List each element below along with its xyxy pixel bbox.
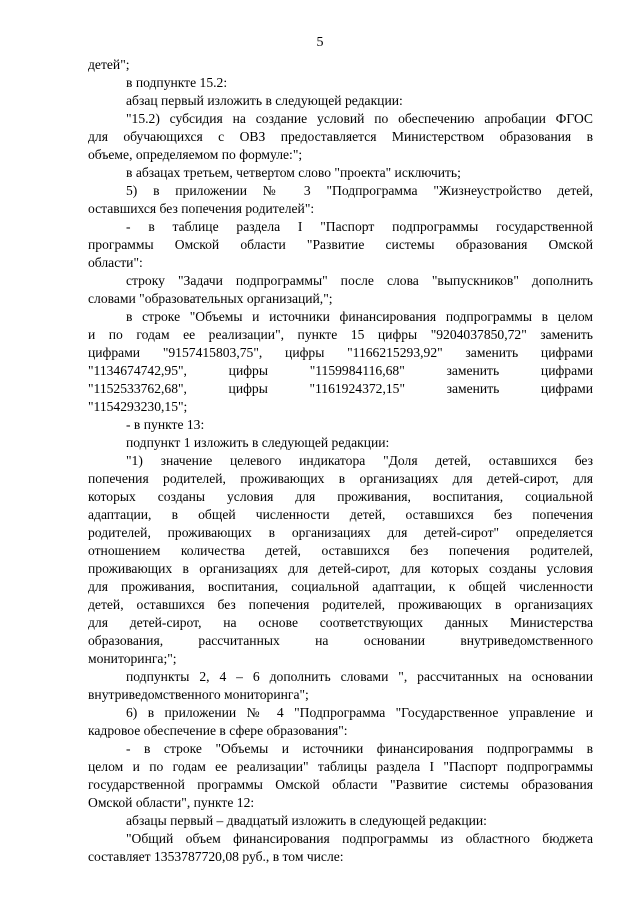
text-line: "1134674742,95", цифры "1159984116,68" заменить цифрами <box>88 363 593 378</box>
text-line: для проживания, воспитания, социальной адаптации, к общей численности <box>88 579 593 594</box>
text-line: "Общий объем финансирования подпрограммы из областного бюджета <box>126 831 593 846</box>
text-line: попечения родителей, проживающих в организациях для детей-сирот, для <box>88 471 593 486</box>
text-line: внутриведомственного мониторинга"; <box>88 687 309 702</box>
text-line: Омской области", пункте 12: <box>88 795 255 810</box>
text-line: детей"; <box>88 57 130 72</box>
text-line: и по годам ее реализации", пункте 15 цифры "9204037850,72" заменить <box>88 327 593 342</box>
text-line: программы Омской области "Развитие системы образования Омской <box>88 237 593 252</box>
text-line: для детей-сирот, на основе соответствующих данных Министерства <box>88 615 593 630</box>
text-line: абзацы первый – двадцатый изложить в следующей редакции: <box>126 813 487 828</box>
text-line: в подпункте 15.2: <box>126 75 228 90</box>
text-line: родителей, проживающих в организациях для детей-сирот" определяется <box>88 525 593 540</box>
text-line: составляет 1353787720,08 руб., в том числе: <box>88 849 344 864</box>
text-line: строку "Задачи подпрограммы" после слова "выпускников" дополнить <box>126 273 593 288</box>
text-line: в абзацах третьем, четвертом слово "проекта" исключить; <box>126 165 461 180</box>
text-line: образования, рассчитанных на основании внутриведомственного <box>88 633 593 648</box>
text-line: объеме, определяемом по формуле:"; <box>88 147 303 162</box>
text-line: кадровое обеспечение в сфере образования": <box>88 723 348 738</box>
text-line: целом и по годам ее реализации" таблицы раздела I "Паспорт подпрограммы <box>88 759 593 774</box>
text-line: словами "образовательных организаций,"; <box>88 291 333 306</box>
text-line: детей, оставшихся без попечения родителей, проживающих в организациях <box>88 597 593 612</box>
page-number: 5 <box>316 35 324 50</box>
text-line: 6) в приложении № 4 "Подпрограмма "Государственное управление и <box>126 705 593 720</box>
text-line: государственной программы Омской области "Развитие системы образования <box>88 777 593 792</box>
text-line: - в пункте 13: <box>126 417 205 432</box>
text-line: "15.2) субсидия на создание условий по обеспечению апробации ФГОС <box>126 111 593 126</box>
text-line: "1) значение целевого индикатора "Доля детей, оставшихся без <box>126 453 593 468</box>
text-line: адаптации, в общей численности детей, оставшихся без попечения <box>88 507 593 522</box>
text-line: "1154293230,15"; <box>88 399 188 414</box>
text-line: отношением количества детей, оставшихся без попечения родителей, <box>88 543 593 558</box>
text-line: мониторинга;"; <box>88 651 177 666</box>
document-body <box>88 56 593 866</box>
text-line: абзац первый изложить в следующей редакции: <box>126 93 403 108</box>
text-line: подпункты 2, 4 – 6 дополнить словами ", рассчитанных на основании <box>126 669 593 684</box>
text-line: "1152533762,68", цифры "1161924372,15" заменить цифрами <box>88 381 593 396</box>
text-line: - в таблице раздела I "Паспорт подпрограммы государственной <box>126 219 593 234</box>
text-line: проживающих в организациях для детей-сирот, для которых созданы условия <box>88 561 593 576</box>
text-line: в строке "Объемы и источники финансирования подпрограммы в целом <box>126 309 593 324</box>
text-line: для обучающихся с ОВЗ предоставляется Министерством образования в <box>88 129 593 144</box>
text-line: подпункт 1 изложить в следующей редакции: <box>126 435 390 450</box>
text-line: которых созданы условия для проживания, воспитания, социальной <box>88 489 593 504</box>
text-line: области": <box>88 255 143 270</box>
text-line: 5) в приложении № 3 "Подпрограмма "Жизнеустройство детей, <box>126 183 593 198</box>
text-line: - в строке "Объемы и источники финансирования подпрограммы в <box>126 741 593 756</box>
text-line: цифрами "9157415803,75", цифры "1166215293,92" заменить цифрами <box>88 345 593 360</box>
text-line: оставшихся без попечения родителей": <box>88 201 315 216</box>
